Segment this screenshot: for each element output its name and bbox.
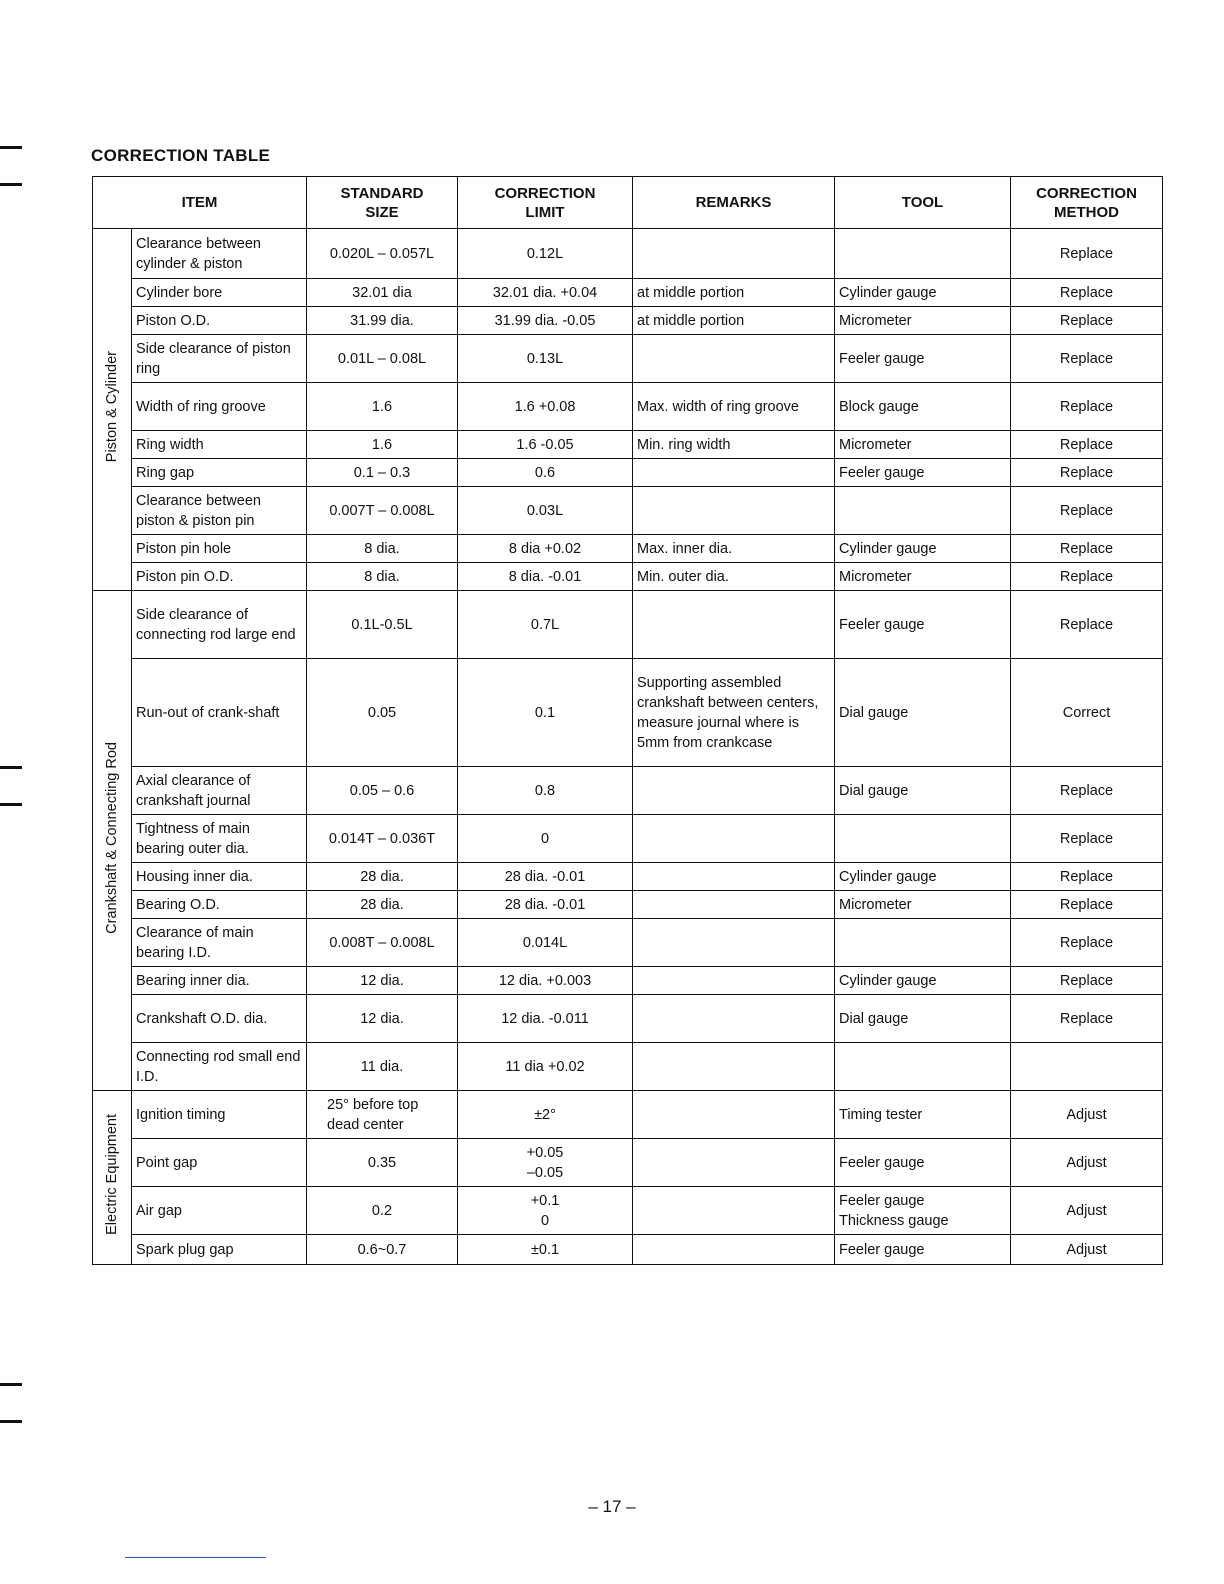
table-row <box>93 335 1163 383</box>
cell-remarks <box>633 1139 835 1187</box>
cell-remarks <box>633 891 835 919</box>
header-method-line2: METHOD <box>1054 203 1119 221</box>
cell-correction-method: Replace <box>1011 535 1163 563</box>
cell-standard-size: 0.020L – 0.057L <box>307 229 458 279</box>
group-label: Crankshaft & Connecting Rod <box>104 741 120 934</box>
cell-correction-method: Adjust <box>1011 1091 1163 1139</box>
cell-remarks <box>633 229 835 279</box>
table-row <box>93 459 1163 487</box>
group-label: Piston & Cylinder <box>104 350 120 463</box>
cell-tool: Micrometer <box>835 563 1011 591</box>
cell-tool: Feeler gauge <box>835 591 1011 659</box>
margin-mark <box>0 766 22 769</box>
cell-item: Bearing inner dia. <box>132 967 307 995</box>
cell-correction-method: Adjust <box>1011 1139 1163 1187</box>
cell-remarks <box>633 1091 835 1139</box>
cell-tool <box>835 229 1011 279</box>
cell-remarks <box>633 1187 835 1235</box>
cell-correction-method: Replace <box>1011 995 1163 1043</box>
cell-correction-limit: 0.13L <box>458 335 633 383</box>
cell-remarks: Min. outer dia. <box>633 563 835 591</box>
cell-correction-limit: 28 dia. -0.01 <box>458 891 633 919</box>
table-row <box>93 535 1163 563</box>
cell-correction-method: Replace <box>1011 335 1163 383</box>
cell-correction-method: Replace <box>1011 431 1163 459</box>
margin-mark <box>0 1383 22 1386</box>
cell-tool: Micrometer <box>835 307 1011 335</box>
cell-correction-limit: 0.6 <box>458 459 633 487</box>
cell-correction-limit: 0 <box>458 815 633 863</box>
cell-correction-method: Correct <box>1011 659 1163 767</box>
cell-correction-limit: +0.1 0 <box>458 1187 633 1235</box>
cell-remarks: at middle portion <box>633 307 835 335</box>
cell-correction-method: Adjust <box>1011 1235 1163 1265</box>
cell-remarks: Min. ring width <box>633 431 835 459</box>
table-row <box>93 383 1163 431</box>
cell-item: Piston pin hole <box>132 535 307 563</box>
table-row <box>93 767 1163 815</box>
cell-item: Ignition timing <box>132 1091 307 1139</box>
cell-remarks <box>633 919 835 967</box>
footer-rule <box>125 1557 266 1558</box>
margin-mark <box>0 146 22 149</box>
table-row <box>93 1091 1163 1139</box>
cell-correction-limit: 12 dia. +0.003 <box>458 967 633 995</box>
table-row <box>93 659 1163 767</box>
cell-correction-limit: 31.99 dia. -0.05 <box>458 307 633 335</box>
cell-correction-limit: 0.8 <box>458 767 633 815</box>
table-row <box>93 229 1163 279</box>
cell-correction-method <box>1011 1043 1163 1091</box>
table-row <box>93 279 1163 307</box>
correction-table <box>92 176 1163 1265</box>
cell-item: Piston pin O.D. <box>132 563 307 591</box>
cell-item: Air gap <box>132 1187 307 1235</box>
cell-correction-limit: 0.7L <box>458 591 633 659</box>
cell-tool: Micrometer <box>835 431 1011 459</box>
cell-remarks <box>633 863 835 891</box>
cell-item: Side clearance of connecting rod large end <box>132 591 307 659</box>
cell-correction-limit: 0.1 <box>458 659 633 767</box>
cell-item: Connecting rod small end I.D. <box>132 1043 307 1091</box>
cell-correction-limit: 8 dia. -0.01 <box>458 563 633 591</box>
cell-item: Clearance between cylinder & piston <box>132 229 307 279</box>
cell-tool: Timing tester <box>835 1091 1011 1139</box>
cell-tool <box>835 919 1011 967</box>
cell-remarks: Supporting assembled crankshaft between centers, measure journal where is 5mm from crankcase <box>633 659 835 767</box>
header-standard-size <box>307 177 458 229</box>
cell-correction-method: Replace <box>1011 919 1163 967</box>
cell-correction-method: Replace <box>1011 767 1163 815</box>
cell-item: Ring width <box>132 431 307 459</box>
table-row <box>93 815 1163 863</box>
cell-standard-size: 0.6~0.7 <box>307 1235 458 1265</box>
group-label-cell <box>93 1091 132 1265</box>
cell-item: Housing inner dia. <box>132 863 307 891</box>
margin-mark <box>0 1420 22 1423</box>
cell-standard-size: 1.6 <box>307 431 458 459</box>
cell-item: Piston O.D. <box>132 307 307 335</box>
cell-correction-limit: ±2° <box>458 1091 633 1139</box>
header-limit-line1: CORRECTION <box>494 184 596 202</box>
cell-correction-limit: 0.12L <box>458 229 633 279</box>
table-row <box>93 431 1163 459</box>
table-row <box>93 1235 1163 1265</box>
cell-remarks <box>633 591 835 659</box>
cell-item: Axial clearance of crankshaft journal <box>132 767 307 815</box>
cell-correction-method: Replace <box>1011 563 1163 591</box>
group-label-cell <box>93 229 132 591</box>
margin-mark <box>0 803 22 806</box>
cell-standard-size: 28 dia. <box>307 891 458 919</box>
header-limit-line2: LIMIT <box>525 203 565 221</box>
cell-standard-size: 0.007T – 0.008L <box>307 487 458 535</box>
header-tool: TOOL <box>835 177 1011 229</box>
cell-remarks <box>633 767 835 815</box>
cell-standard-size: 31.99 dia. <box>307 307 458 335</box>
table-row <box>93 1043 1163 1091</box>
cell-correction-method: Replace <box>1011 591 1163 659</box>
header-standard-line1: STANDARD <box>340 184 424 202</box>
cell-standard-size: 11 dia. <box>307 1043 458 1091</box>
cell-correction-method: Replace <box>1011 279 1163 307</box>
cell-correction-method: Adjust <box>1011 1187 1163 1235</box>
cell-standard-size: 0.01L – 0.08L <box>307 335 458 383</box>
cell-item: Tightness of main bearing outer dia. <box>132 815 307 863</box>
table-row <box>93 967 1163 995</box>
cell-item: Crankshaft O.D. dia. <box>132 995 307 1043</box>
cell-remarks <box>633 995 835 1043</box>
cell-correction-limit: 28 dia. -0.01 <box>458 863 633 891</box>
cell-item: Clearance between piston & piston pin <box>132 487 307 535</box>
cell-correction-limit: 11 dia +0.02 <box>458 1043 633 1091</box>
cell-tool: Dial gauge <box>835 767 1011 815</box>
cell-standard-size: 12 dia. <box>307 967 458 995</box>
cell-item: Run-out of crank-shaft <box>132 659 307 767</box>
page-number: – 17 – <box>588 1497 636 1516</box>
cell-correction-limit: +0.05 –0.05 <box>458 1139 633 1187</box>
cell-remarks: Max. inner dia. <box>633 535 835 563</box>
cell-remarks <box>633 1235 835 1265</box>
cell-remarks <box>633 335 835 383</box>
cell-item: Spark plug gap <box>132 1235 307 1265</box>
cell-correction-method: Replace <box>1011 459 1163 487</box>
group-label-cell <box>93 591 132 1091</box>
cell-tool: Dial gauge <box>835 995 1011 1043</box>
page-title: CORRECTION TABLE <box>91 146 271 165</box>
cell-standard-size: 0.05 <box>307 659 458 767</box>
cell-remarks: at middle portion <box>633 279 835 307</box>
cell-standard-size: 28 dia. <box>307 863 458 891</box>
header-method-line1: CORRECTION <box>1036 184 1137 202</box>
table-row <box>93 307 1163 335</box>
cell-item: Side clearance of piston ring <box>132 335 307 383</box>
cell-tool: Cylinder gauge <box>835 279 1011 307</box>
cell-standard-size: 0.35 <box>307 1139 458 1187</box>
cell-remarks: Max. width of ring groove <box>633 383 835 431</box>
cell-correction-limit: 8 dia +0.02 <box>458 535 633 563</box>
cell-correction-method: Replace <box>1011 307 1163 335</box>
cell-correction-method: Replace <box>1011 815 1163 863</box>
cell-tool <box>835 815 1011 863</box>
cell-standard-size: 0.1 – 0.3 <box>307 459 458 487</box>
cell-correction-limit: 0.014L <box>458 919 633 967</box>
cell-correction-limit: 32.01 dia. +0.04 <box>458 279 633 307</box>
cell-item: Clearance of main bearing I.D. <box>132 919 307 967</box>
cell-tool <box>835 1043 1011 1091</box>
cell-standard-size: 12 dia. <box>307 995 458 1043</box>
cell-correction-method: Replace <box>1011 967 1163 995</box>
cell-standard-size: 8 dia. <box>307 563 458 591</box>
cell-tool: Feeler gauge <box>835 335 1011 383</box>
cell-correction-method: Replace <box>1011 891 1163 919</box>
table-row <box>93 863 1163 891</box>
header-correction-limit <box>458 177 633 229</box>
cell-standard-size: 0.2 <box>307 1187 458 1235</box>
cell-item: Point gap <box>132 1139 307 1187</box>
cell-tool: Dial gauge <box>835 659 1011 767</box>
cell-correction-limit: ±0.1 <box>458 1235 633 1265</box>
cell-standard-size: 32.01 dia <box>307 279 458 307</box>
cell-correction-limit: 0.03L <box>458 487 633 535</box>
table-row <box>93 1187 1163 1235</box>
cell-standard-size: 0.014T – 0.036T <box>307 815 458 863</box>
cell-remarks <box>633 815 835 863</box>
margin-mark <box>0 183 22 186</box>
cell-tool: Block gauge <box>835 383 1011 431</box>
table-row <box>93 1139 1163 1187</box>
cell-tool: Feeler gauge <box>835 459 1011 487</box>
cell-correction-method: Replace <box>1011 863 1163 891</box>
table-row <box>93 563 1163 591</box>
cell-correction-method: Replace <box>1011 487 1163 535</box>
cell-correction-method: Replace <box>1011 383 1163 431</box>
cell-correction-method: Replace <box>1011 229 1163 279</box>
group-label: Electric Equipment <box>104 1114 120 1235</box>
cell-standard-size: 0.008T – 0.008L <box>307 919 458 967</box>
header-item: ITEM <box>93 177 307 229</box>
cell-item: Bearing O.D. <box>132 891 307 919</box>
cell-remarks <box>633 487 835 535</box>
cell-correction-limit: 1.6 -0.05 <box>458 431 633 459</box>
cell-standard-size: 0.05 – 0.6 <box>307 767 458 815</box>
table-row <box>93 995 1163 1043</box>
table-row <box>93 487 1163 535</box>
cell-standard-size: 0.1L-0.5L <box>307 591 458 659</box>
cell-tool: Feeler gauge <box>835 1139 1011 1187</box>
table-row <box>93 891 1163 919</box>
header-correction-method <box>1011 177 1163 229</box>
table-row <box>93 591 1163 659</box>
cell-standard-size: 1.6 <box>307 383 458 431</box>
cell-correction-limit: 1.6 +0.08 <box>458 383 633 431</box>
header-standard-line2: SIZE <box>365 203 399 221</box>
cell-tool: Feeler gauge Thickness gauge <box>835 1187 1011 1235</box>
table-row <box>93 919 1163 967</box>
cell-tool: Cylinder gauge <box>835 967 1011 995</box>
cell-tool: Cylinder gauge <box>835 863 1011 891</box>
cell-remarks <box>633 459 835 487</box>
cell-item: Width of ring groove <box>132 383 307 431</box>
cell-remarks <box>633 967 835 995</box>
cell-tool: Feeler gauge <box>835 1235 1011 1265</box>
cell-standard-size: 8 dia. <box>307 535 458 563</box>
cell-remarks <box>633 1043 835 1091</box>
cell-item: Cylinder bore <box>132 279 307 307</box>
header-remarks: REMARKS <box>633 177 835 229</box>
cell-tool <box>835 487 1011 535</box>
cell-tool: Cylinder gauge <box>835 535 1011 563</box>
header-row <box>93 177 1163 229</box>
cell-item: Ring gap <box>132 459 307 487</box>
cell-correction-limit: 12 dia. -0.011 <box>458 995 633 1043</box>
cell-standard-size: 25° before top dead center <box>307 1091 458 1139</box>
cell-tool: Micrometer <box>835 891 1011 919</box>
